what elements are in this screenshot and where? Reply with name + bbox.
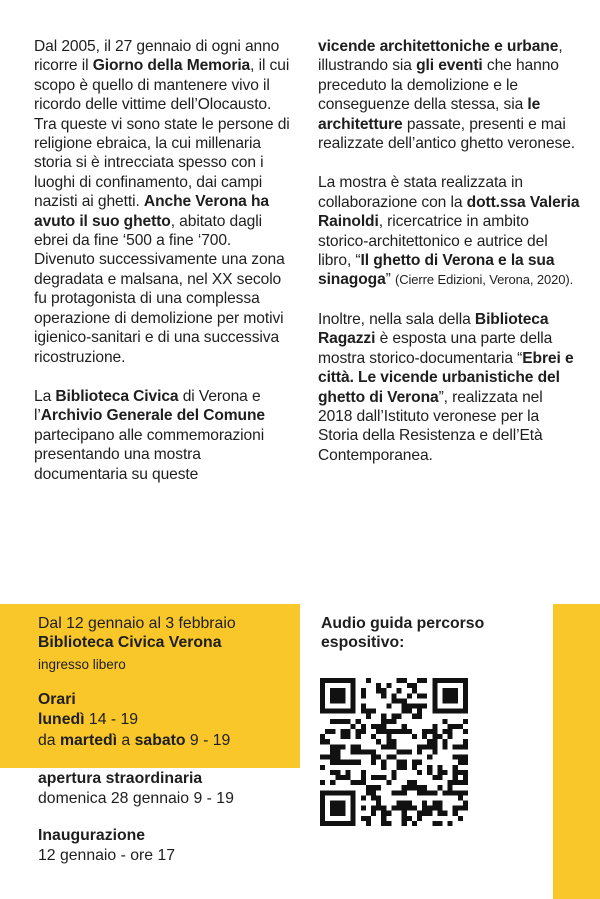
tuesday-saturday-hours: da martedì a sabato 9 - 19 bbox=[38, 732, 231, 749]
bold-phrase: Anche Verona ha avuto il suo ghetto bbox=[34, 193, 269, 230]
text-run: Inoltre, nella sala della bbox=[318, 310, 475, 328]
bold-phrase: Archivio Generale del Comune bbox=[40, 407, 265, 425]
decorative-yellow-strip bbox=[553, 604, 600, 899]
text-run: che hanno preceduto la demolizione e le conseguenze della stessa, sia bbox=[318, 57, 559, 114]
biblioteca-ragazzi-paragraph bbox=[318, 310, 580, 465]
bold-phrase: dott.ssa Valeria Rainoldi bbox=[318, 193, 580, 231]
exhibition-venue: Biblioteca Civica Verona bbox=[38, 634, 222, 651]
inauguration-title: Inaugurazione bbox=[38, 827, 146, 844]
intro-text-left bbox=[34, 37, 296, 504]
bold-phrase: vicende architettoniche e urbane bbox=[318, 38, 559, 55]
intro-text-right bbox=[318, 37, 580, 485]
entry-note: ingresso libero bbox=[38, 657, 126, 672]
text-run: ”, realizzata nel 2018 dall’Istituto veronese per la Storia della Resistenza e dell’Età Contemporanea. bbox=[318, 388, 543, 464]
text-run: , ricercatrice in ambito storico-architettonico e autrice del libro, “ bbox=[318, 213, 548, 270]
text-run: , abitato dagli ebrei da fine ‘500 a fine ‘700. Divenuto successivamente una zona degradata e malsana, nel XX secolo fu protagonista di una complessa operazione di demolizione per motivi igienico-sanitari e di una successiva ricostruzione. bbox=[34, 212, 285, 366]
text-run: (Cierre Edizioni, Verona, 2020). bbox=[394, 272, 574, 288]
bold-phrase: Biblioteca Civica bbox=[55, 387, 179, 405]
inauguration-date: 12 gennaio - ore 17 bbox=[38, 847, 176, 864]
special-opening-date: domenica 28 gennaio 9 - 19 bbox=[38, 790, 234, 807]
text-run: passate, presenti e mai realizzate dell’antico ghetto veronese. bbox=[318, 115, 576, 153]
bold-phrase: Il ghetto di Verona e la sua sinagoga bbox=[318, 252, 555, 289]
special-opening-title: apertura straordinaria bbox=[38, 770, 203, 787]
participation-paragraph bbox=[34, 387, 296, 484]
exhibition-paragraph bbox=[318, 37, 580, 153]
opening-hours-title: Orari bbox=[38, 691, 76, 708]
text-run: La mostra è stata realizzata in collaborazione con la bbox=[318, 174, 523, 211]
text-run: , illustrando sia bbox=[318, 38, 563, 75]
bold-phrase: Biblioteca Ragazzi bbox=[318, 310, 549, 348]
text-run: di Verona e l’ bbox=[34, 387, 261, 425]
text-run: partecipano alle commemorazioni presentando una mostra documentaria su queste bbox=[34, 426, 265, 483]
bold-phrase: Giorno della Memoria bbox=[92, 57, 251, 75]
intro-paragraph bbox=[34, 37, 296, 367]
exhibition-dates: Dal 12 gennaio al 3 febbraio bbox=[38, 615, 236, 632]
bold-phrase: gli eventi bbox=[416, 57, 483, 75]
audio-guide-title: Audio guida percorso espositivo: bbox=[321, 615, 485, 651]
text-run: Dal 2005, il 27 gennaio di ogni anno ricorre il bbox=[34, 38, 280, 75]
qr-code-icon[interactable] bbox=[320, 678, 468, 826]
bold-phrase: Ebrei e città. Le vicende urbanistiche del ghetto di Verona bbox=[318, 349, 574, 406]
text-run: ” bbox=[385, 271, 395, 289]
text-run: è esposta una parte della mostra storico-documentaria “ bbox=[318, 330, 553, 367]
monday-hours: lunedì 14 - 19 bbox=[38, 711, 139, 728]
text-run: La bbox=[34, 387, 56, 405]
bold-phrase: le architetture bbox=[318, 96, 541, 133]
text-run: , il cui scopo è quello di mantenere vivo il ricordo delle vittime dell’Olocausto. Tra queste vi sono state le persone di religione ebraica, la cui millenaria storia si è intrecciata spesso con i luoghi di confinamento, dai campi nazisti ai ghetti. bbox=[34, 57, 290, 211]
collaboration-paragraph bbox=[318, 173, 580, 289]
